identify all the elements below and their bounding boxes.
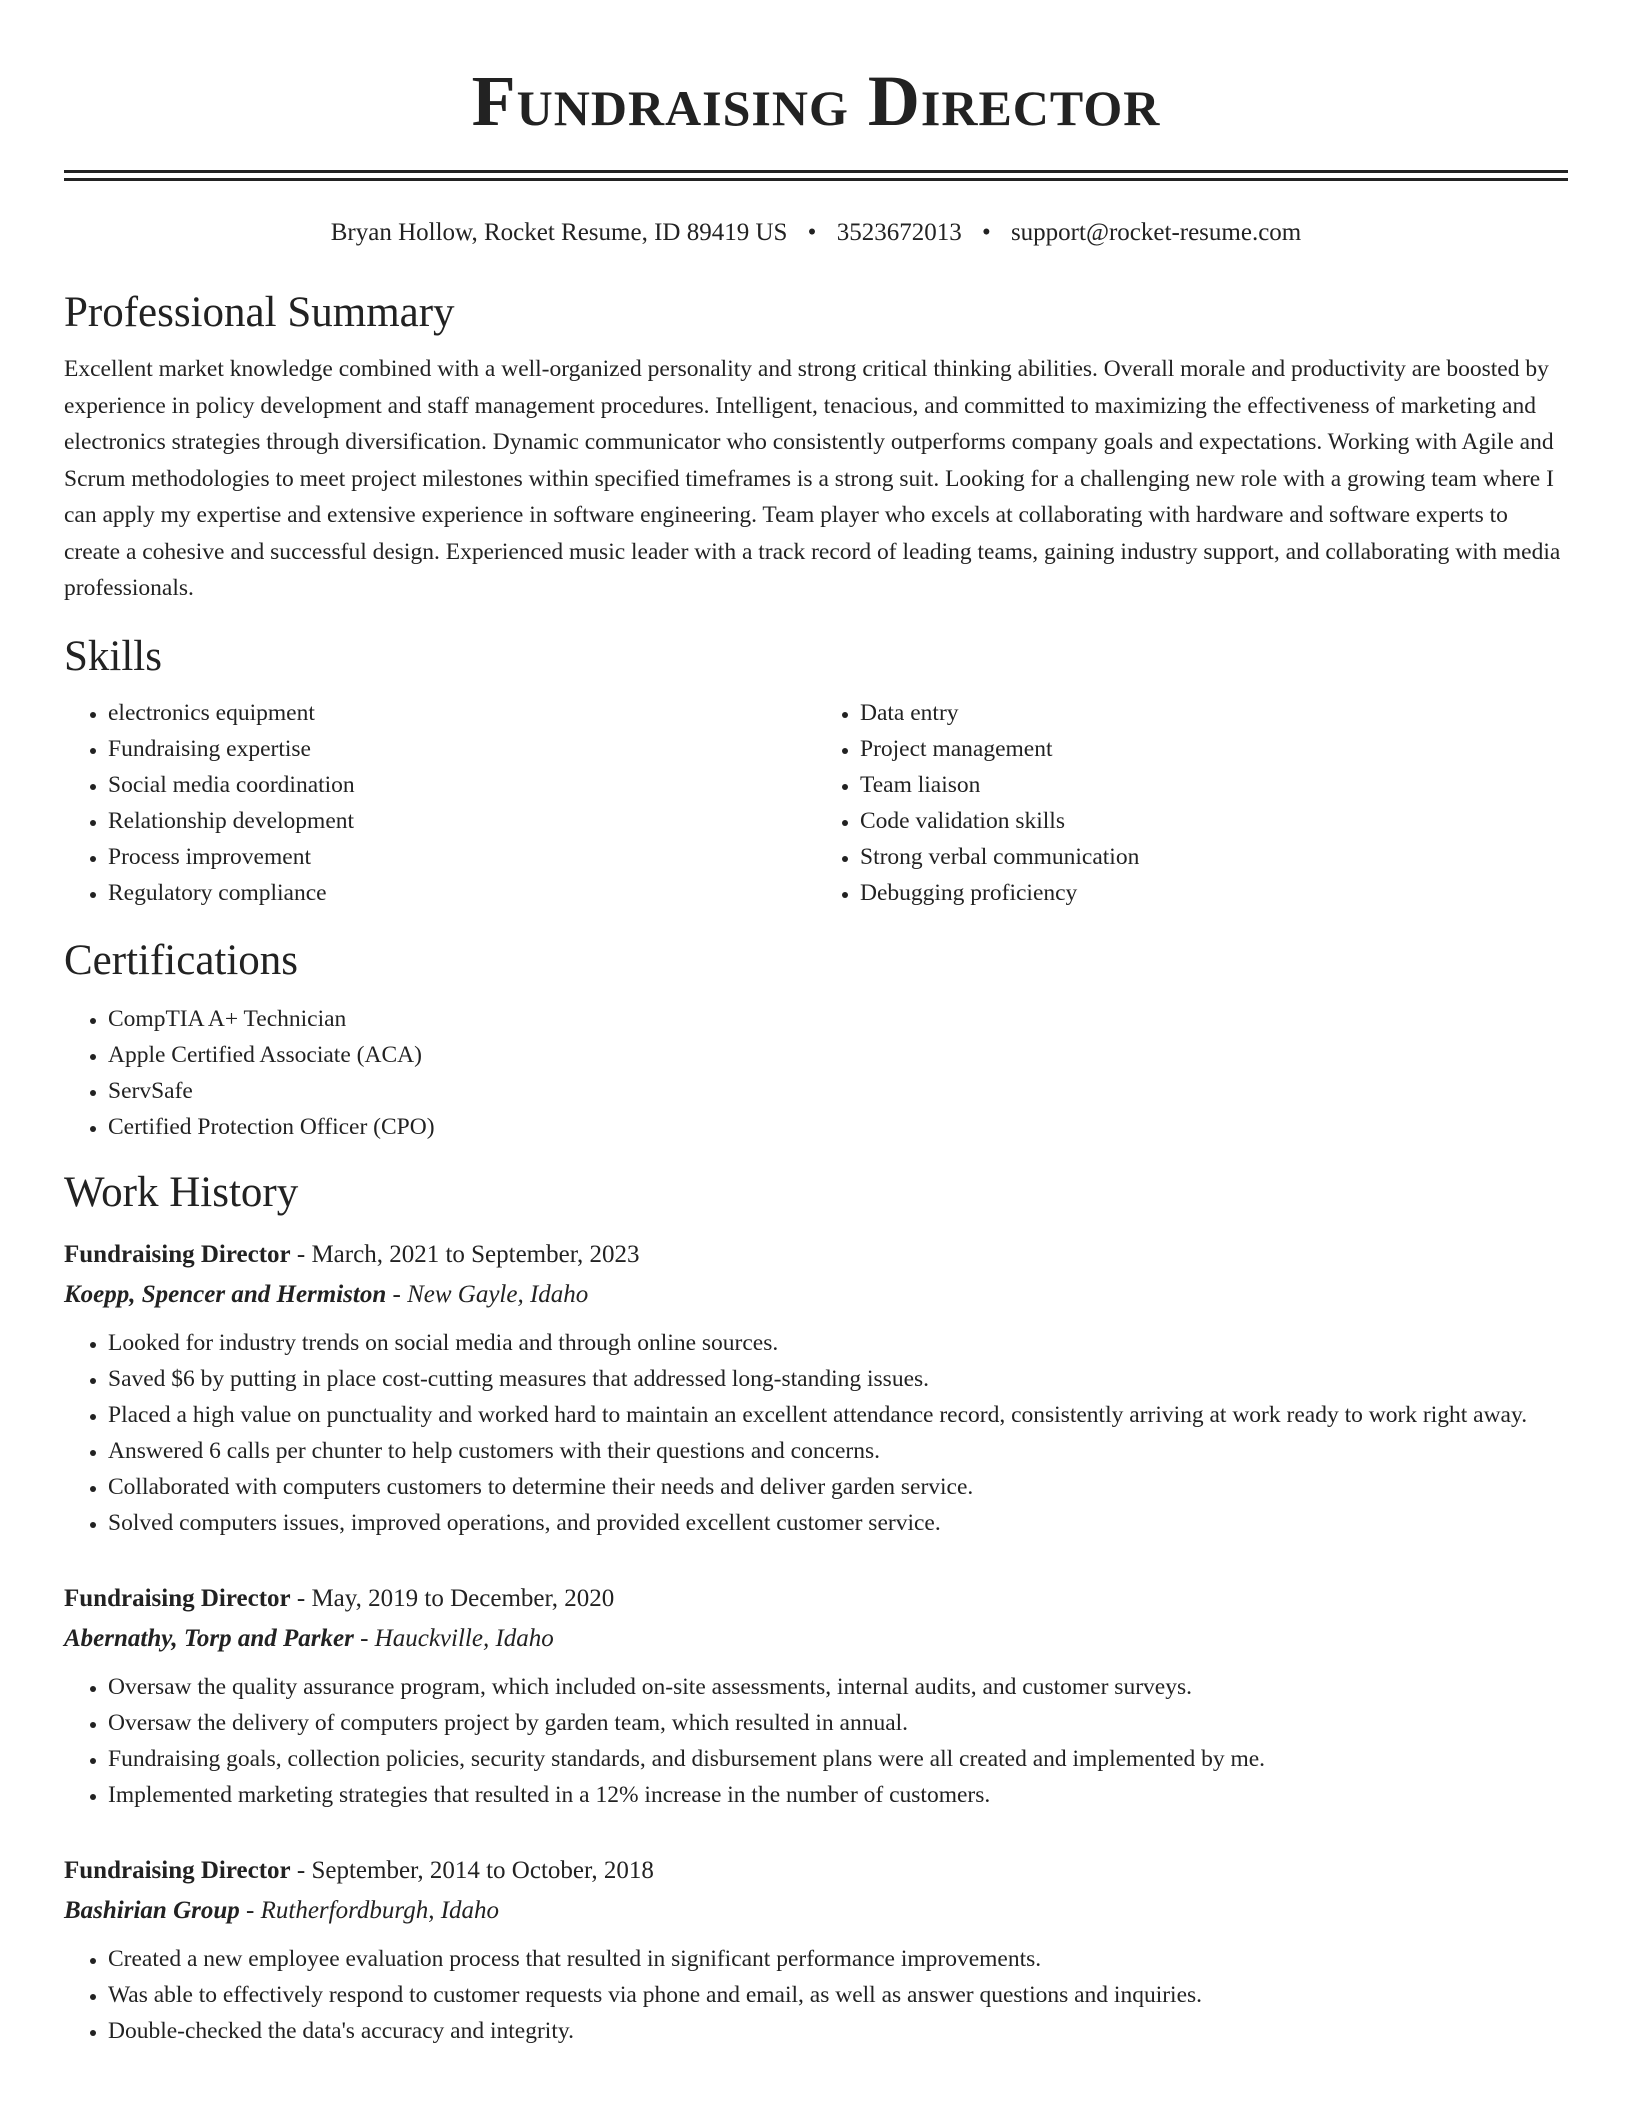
job-dates: - September, 2014 to October, 2018 — [290, 1856, 654, 1884]
certification-item: • Apple Certified Associate (ACA) — [108, 1037, 1568, 1073]
skill-item: • electronics equipment — [108, 695, 816, 731]
contact-phone: 3523672013 — [836, 219, 962, 246]
contact-email: support@rocket-resume.com — [1010, 219, 1302, 246]
skills-list-right — [816, 695, 1568, 911]
job-company: Koepp, Spencer and Hermiston — [64, 1280, 387, 1308]
job-location: - New Gayle, Idaho — [386, 1280, 589, 1308]
job-bullet: • Was able to effectively respond to customer requests via phone and email, as well as answer questions and inquiries. — [108, 1977, 1568, 2013]
job-entry — [64, 1235, 1568, 1541]
certification-item: • ServSafe — [108, 1073, 1568, 1109]
section-heading-summary: Professional Summary — [64, 289, 455, 336]
skill-item: • Process improvement — [108, 839, 816, 875]
job-bullet: • Created a new employee evaluation process that resulted in significant performance improvements. — [108, 1941, 1568, 1977]
section-heading-work-history: Work History — [64, 1168, 299, 1216]
contact-address: Bryan Hollow, Rocket Resume, ID 89419 US — [330, 219, 788, 246]
job-title-line — [64, 1579, 1568, 1619]
job-company-line — [64, 1891, 1568, 1931]
job-bullet: • Fundraising goals, collection policies, security standards, and disbursement plans were all created and implemented by me. — [108, 1741, 1568, 1777]
section-heading-certifications: Certifications — [64, 936, 299, 984]
job-entry — [64, 1579, 1568, 1813]
job-company: Abernathy, Torp and Parker — [64, 1624, 354, 1652]
skill-item: • Project management — [860, 731, 1568, 767]
job-bullet: • Collaborated with computers customers to determine their needs and deliver garden service. — [108, 1469, 1568, 1505]
job-bullet: • Oversaw the delivery of computers project by garden team, which resulted in annual. — [108, 1705, 1568, 1741]
contact-separator: • — [981, 219, 991, 246]
skill-item: • Debugging proficiency — [860, 875, 1568, 911]
job-bullet: • Solved computers issues, improved operations, and provided excellent customer service. — [108, 1505, 1568, 1541]
title-double-rule — [64, 170, 1568, 181]
skill-item: • Strong verbal communication — [860, 839, 1568, 875]
job-bullet: • Placed a high value on punctuality and worked hard to maintain an excellent attendance record, consistently arriving at work ready to work right away. — [108, 1397, 1568, 1433]
skill-item: • Social media coordination — [108, 767, 816, 803]
skill-item: • Regulatory compliance — [108, 875, 816, 911]
job-title: Fundraising Director — [64, 1856, 291, 1884]
skills-columns — [64, 695, 1568, 911]
section-heading-skills: Skills — [64, 632, 162, 680]
job-dates: - March, 2021 to September, 2023 — [290, 1240, 640, 1268]
job-bullet: • Double-checked the data's accuracy and integrity. — [108, 2013, 1568, 2049]
skill-item: • Team liaison — [860, 767, 1568, 803]
job-company: Bashirian Group — [64, 1896, 240, 1924]
job-company-line — [64, 1275, 1568, 1315]
job-bullets — [64, 1325, 1568, 1541]
job-title: Fundraising Director — [64, 1240, 291, 1268]
certification-item: • Certified Protection Officer (CPO) — [108, 1109, 1568, 1145]
job-bullet: • Implemented marketing strategies that resulted in a 12% increase in the number of customers. — [108, 1777, 1568, 1813]
contact-line — [64, 217, 1568, 249]
job-dates: - May, 2019 to December, 2020 — [290, 1584, 615, 1612]
job-title-line — [64, 1235, 1568, 1275]
job-location: - Rutherfordburgh, Idaho — [239, 1896, 500, 1924]
skill-item: • Fundraising expertise — [108, 731, 816, 767]
job-bullets — [64, 1941, 1568, 2049]
skill-item: • Code validation skills — [860, 803, 1568, 839]
skill-item: • Data entry — [860, 695, 1568, 731]
job-title: Fundraising Director — [64, 1584, 291, 1612]
skills-list-left — [64, 695, 816, 911]
job-bullet: • Answered 6 calls per chunter to help customers with their questions and concerns. — [108, 1433, 1568, 1469]
skill-item: • Relationship development — [108, 803, 816, 839]
job-bullets — [64, 1669, 1568, 1813]
job-bullet: • Oversaw the quality assurance program, which included on-site assessments, internal audits, and customer surveys. — [108, 1669, 1568, 1705]
job-title-line — [64, 1851, 1568, 1891]
certifications-list — [64, 1001, 1568, 1145]
contact-separator: • — [807, 219, 817, 246]
job-location: - Hauckville, Idaho — [353, 1624, 554, 1652]
job-bullet: • Saved $6 by putting in place cost-cutting measures that addressed long-standing issues. — [108, 1361, 1568, 1397]
certification-item: • CompTIA A+ Technician — [108, 1001, 1568, 1037]
summary-text: Excellent market knowledge combined with a well-organized personality and strong critical thinking abilities. Overall morale and productivity are boosted by experience in policy development and staff management procedures. Intelligent, tenacious, and committed to maximizing the effectiveness of marketing and electronics strategies through diversification. Dynamic communicator who consistently outperforms company goals and expectations. Working with Agile and Scrum methodologies to meet project milestones within specified timeframes is a strong suit. Looking for a challenging new role with a growing team where I can apply my expertise and extensive experience in software engineering. Team player who excels at collaborating with hardware and software experts to create a cohesive and successful design. Experienced music leader with a track record of leading teams, gaining industry support, and collaborating with media professionals. — [64, 356, 1561, 601]
job-entry — [64, 1851, 1568, 2049]
job-company-line — [64, 1619, 1568, 1659]
job-bullet: • Looked for industry trends on social media and through online sources. — [108, 1325, 1568, 1361]
resume-title: Fundraising Director — [471, 61, 1161, 141]
